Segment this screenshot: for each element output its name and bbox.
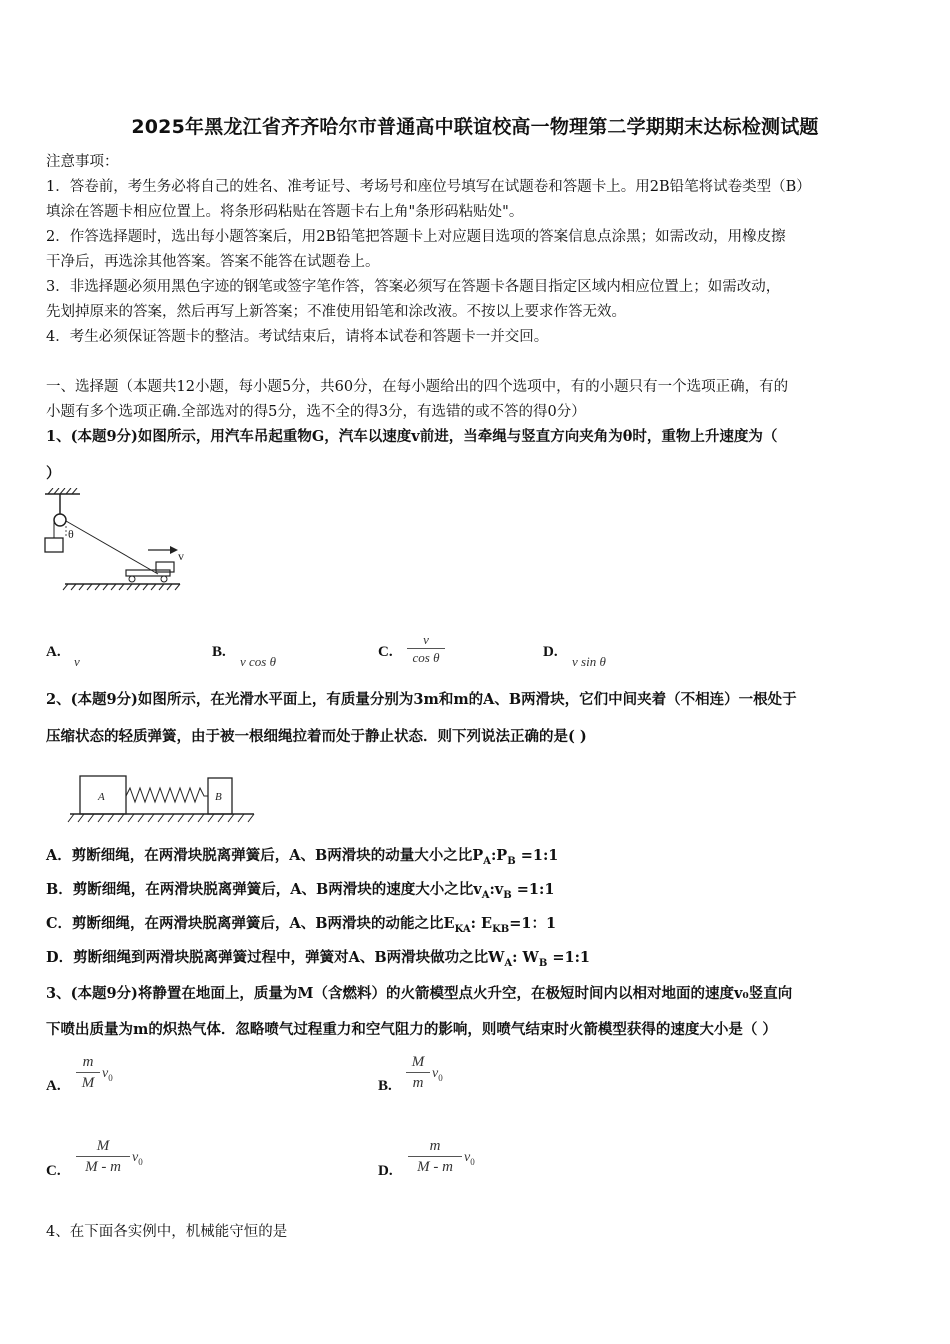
q3-option-a-fraction (76, 1053, 100, 1092)
page-title: 2025年黑龙江省齐齐哈尔市普通高中联谊校高一物理第二学期期末达标检测试题 (131, 116, 819, 138)
q3-option-c-velocity: $v_0$ (132, 1150, 143, 1167)
question-1-text: 1、(本题9分)如图所示，用汽车吊起重物G，汽车以速度v前进，当牵绳与竖直方向夹角为θ时，重物上升速度为（ (46, 428, 778, 445)
subscript: KA (454, 923, 471, 935)
subscript: A (481, 889, 490, 901)
option-text: =1:1 (511, 881, 555, 898)
question-3-text-end: 下喷出质量为m的炽热气体．忽略喷气过程重力和空气阻力的影响，则喷气结束时火箭模型获得的速度大小是（ ） (46, 1021, 777, 1038)
option-text: C．剪断细绳，在两滑块脱离弹簧后，A、B两滑块的动能之比E (46, 915, 455, 932)
q1-option-a-math: v (74, 654, 80, 669)
option-text: : E (470, 915, 493, 932)
fraction-denominator: m (412, 1075, 424, 1091)
q3-option-d-label: D. (378, 1163, 393, 1179)
q1-option-a-label: A. (46, 644, 61, 660)
q3-option-b-label: B. (378, 1078, 392, 1094)
subscript: B (503, 889, 512, 901)
question-2-text: 2、(本题9分)如图所示，在光滑水平面上，有质量分别为3m和m的A、B两滑块，它们中间夹着（不相连）一根处于 (46, 691, 797, 708)
fraction-numerator: M (411, 1054, 425, 1070)
q1-option-c-label: C. (378, 644, 393, 660)
option-text: :P (490, 847, 508, 864)
fraction-numerator: M (96, 1138, 110, 1154)
q1-option-b-label: B. (212, 644, 226, 660)
fraction-numerator: m (429, 1138, 441, 1154)
theta-label: θ (68, 527, 74, 541)
velocity-label: v (178, 549, 184, 563)
block-b-label: B (215, 791, 222, 803)
q1-option-d-label: D. (543, 644, 558, 660)
q3-option-d-velocity: $v_0$ (464, 1150, 475, 1167)
option-text: =1:1 (515, 847, 559, 864)
q2-option-b (46, 880, 908, 906)
option-text: D．剪断细绳到两滑块脱离弹簧过程中，弹簧对A、B两滑块做功之比W (46, 949, 505, 966)
fraction-numerator: m (82, 1054, 94, 1070)
question-2-text-end: 压缩状态的轻质弹簧，由于被一根细绳拉着而处于静止状态．则下列说法正确的是( ) (46, 728, 587, 745)
fraction-numerator: v (423, 632, 429, 647)
subscript: A (504, 957, 513, 969)
notice-line: 先划掉原来的答案，然后再写上新答案；不准使用铅笔和涂改液。不按以上要求作答无效。 (46, 304, 626, 320)
option-text: =1:1 (547, 949, 591, 966)
q1-option-b-math: v cos θ (240, 654, 276, 669)
q3-option-a-velocity: $v_0$ (102, 1066, 113, 1083)
q2-option-c (46, 914, 908, 940)
notice-line: 干净后，再选涂其他答案。答案不能答在试题卷上。 (46, 254, 380, 270)
subscript: B (538, 957, 548, 969)
fraction-denominator: M - m (85, 1159, 121, 1175)
notice-line: 3．非选择题必须用黑色字迹的钢笔或签字笔作答，答案必须写在答题卡各题目指定区域内相应位置上；如需改动， (46, 279, 781, 295)
fraction-denominator: cos θ (412, 650, 440, 665)
section-heading: 小题有多个选项正确.全部选对的得5分，选不全的得3分，有选错的或不答的得0分） (46, 404, 586, 420)
section-heading: 一、选择题（本题共12小题，每小题5分，共60分，在每小题给出的四个选项中，有的小题只有一个选项正确，有的 (46, 379, 789, 395)
option-text: A．剪断细绳，在两滑块脱离弹簧后，A、B两滑块的动量大小之比P (46, 847, 484, 864)
option-text: =1：1 (509, 915, 557, 932)
option-text: B．剪断细绳，在两滑块脱离弹簧后，A、B两滑块的速度大小之比v (46, 881, 482, 898)
q1-option-d-math: v sin θ (572, 654, 606, 669)
subscript: A (483, 855, 491, 867)
question-3-text: 3、(本题9分)将静置在地面上，质量为M（含燃料）的火箭模型点火升空，在极短时间内以相对地面的速度v₀竖直向 (46, 985, 793, 1002)
option-text: :v (489, 881, 504, 898)
notice-line: 2．作答选择题时，选出每小题答案后，用2B铅笔把答题卡上对应题目选项的答案信息点涂黑；如需改动，用橡皮擦 (46, 229, 786, 245)
q1-option-c-fraction (407, 632, 445, 665)
q3-option-b-fraction (406, 1053, 430, 1092)
q3-option-b-velocity: $v_0$ (432, 1066, 443, 1083)
q2-option-a (46, 846, 908, 872)
notice-heading: 注意事项： (46, 154, 119, 170)
option-text: : W (512, 949, 539, 966)
fraction-denominator: M (81, 1075, 95, 1091)
q2-option-d (46, 948, 908, 974)
q3-option-d-fraction (408, 1137, 462, 1176)
block-a-label: A (98, 791, 105, 803)
q3-option-a-label: A. (46, 1078, 61, 1094)
q3-option-c-fraction (76, 1137, 130, 1176)
notice-line: 4．考生必须保证答题卡的整洁。考试结束后，请将本试卷和答题卡一并交回。 (46, 329, 549, 345)
subscript: KB (492, 923, 510, 935)
question-4-text: 4、在下面各实例中，机械能守恒的是 (46, 1224, 288, 1240)
notice-line: 1．答卷前，考生务必将自己的姓名、准考证号、考场号和座位号填写在试题卷和答题卡上。用2B铅笔将试卷类型（B） (46, 179, 811, 195)
subscript: B (507, 855, 516, 867)
q1-figure (40, 488, 200, 598)
q2-figure (60, 770, 260, 832)
fraction-denominator: M - m (417, 1159, 453, 1175)
q3-option-c-label: C. (46, 1163, 61, 1179)
question-1-text-end: ） (46, 465, 61, 482)
notice-line: 填涂在答题卡相应位置上。将条形码粘贴在答题卡右上角"条形码粘贴处"。 (46, 204, 524, 220)
